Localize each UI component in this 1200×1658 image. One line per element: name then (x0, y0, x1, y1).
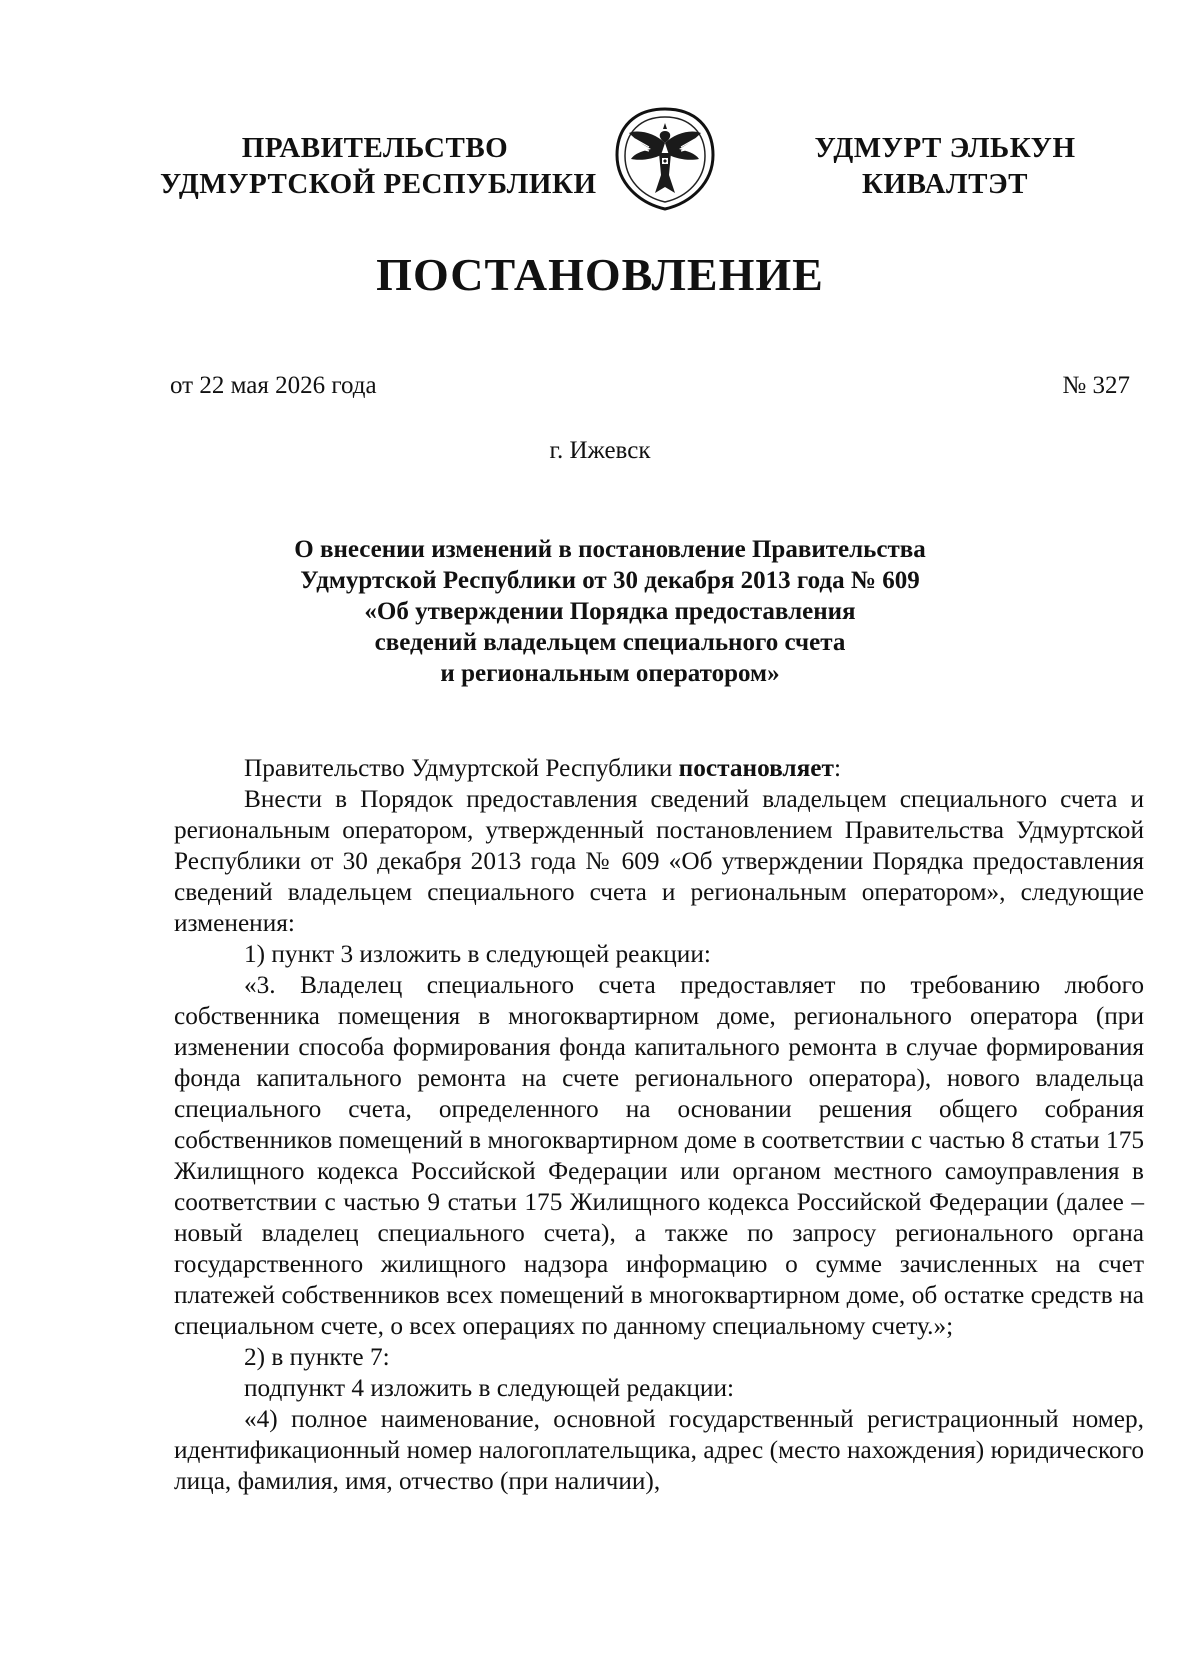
document-title: ПОСТАНОВЛЕНИЕ (376, 249, 824, 300)
list-item-1-text: «3. Владелец специального счета предоставляет по требованию любого собственника помещения в многоквартирном доме, регионального оператора (при изменении способа формирования фонда капитального ремонта в случае формирования фонда капитального ремонта на счете регионального оператора), нового владельца специального счета, определенного на основании решения общего собрания собственников помещений в многоквартирном доме в соответствии с частью 8 статьи 175 Жилищного кодекса Российской Федерации или органом местного самоуправления в соответствии с частью 9 статьи 175 Жилищного кодекса Российской Федерации (далее – новый владелец специального счета), а также по запросу регионального органа государственного жилищного надзора информацию о сумме зачисленных на счет платежей собственников всех помещений в многоквартирном доме, об остатке средств на специальном счете, о всех операциях по данному специальному счету.»; (174, 971, 1144, 1340)
subject-line3: «Об утверждении Порядка предоставления (364, 598, 856, 625)
document-number: № 327 (1062, 372, 1130, 399)
intro-bold: постановляет (678, 754, 834, 782)
subject-line1: О внесении изменений в постановление Правительства (294, 536, 926, 563)
coat-of-arms-icon (605, 103, 725, 213)
subject-line2: Удмуртской Республики от 30 декабря 2013 года № 609 (300, 567, 920, 594)
header-left-line2: УДМУРТСКОЙ РЕСПУБЛИКИ (160, 168, 597, 200)
header-left (160, 130, 597, 202)
sub-item-text: «4) полное наименование, основной государственный регистрационный номер, идентификационный номер налогоплательщика, адрес (место нахождения) юридического лица, фамилия, имя, отчество (при наличии), (174, 1405, 1144, 1495)
sub-item: подпункт 4 изложить в следующей редакции: (244, 1374, 735, 1402)
header-right (800, 130, 1090, 202)
document-date: от 22 мая 2026 года (170, 372, 377, 399)
intro-colon: : (833, 754, 841, 782)
list-item-1: 1) пункт 3 изложить в следующей реакции: (244, 940, 711, 968)
paragraph-1: Внести в Порядок предоставления сведений владельцем специального счета и региональным оператором, утвержденный постановлением Правительства Удмуртской Республики от 30 декабря 2013 года № 609 «Об утверждении Порядка предоставления сведений владельцем специального счета и региональным оператором», следующие изменения: (174, 785, 1144, 937)
document-body (174, 753, 1144, 1497)
intro-paragraph (174, 753, 1144, 784)
document-city: г. Ижевск (549, 437, 651, 464)
header-right-line2: КИВАЛТЭТ (861, 168, 1028, 200)
document-subject (200, 534, 1020, 689)
list-item-2: 2) в пункте 7: (244, 1343, 390, 1371)
header-right-line1: УДМУРТ ЭЛЬКУН (814, 132, 1076, 164)
header-left-line1: ПРАВИТЕЛЬСТВО (241, 132, 509, 164)
subject-line4: сведений владельцем специального счета (374, 629, 846, 656)
subject-line5: и региональным оператором» (440, 660, 780, 687)
intro-text: Правительство Удмуртской Республики (244, 754, 679, 782)
